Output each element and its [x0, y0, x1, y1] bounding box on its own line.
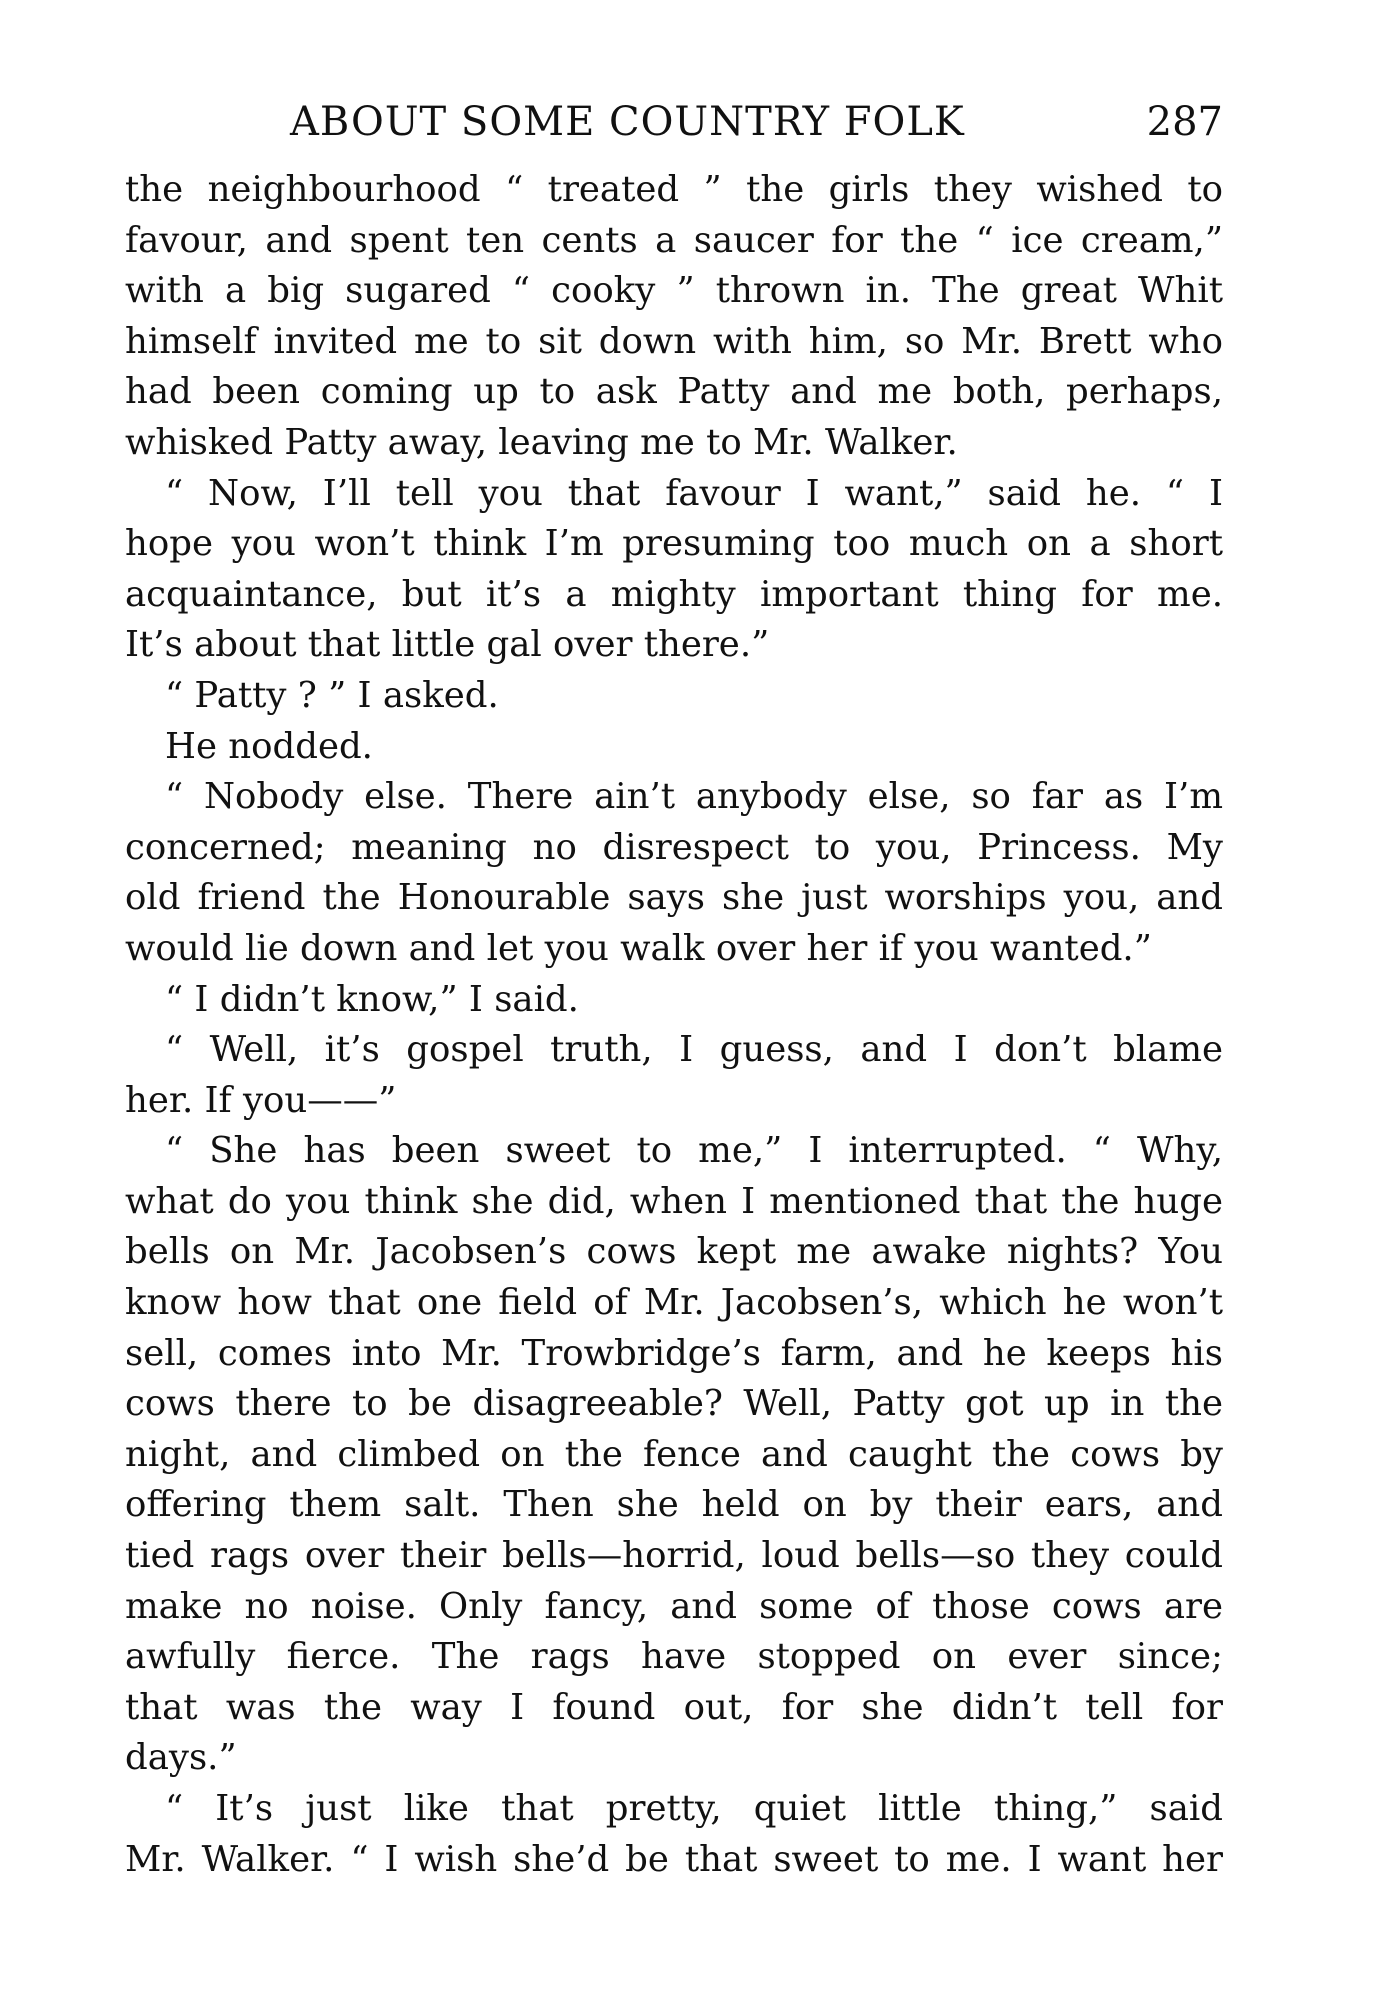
text-line: “ Patty ? ” I asked. — [165, 674, 499, 716]
text-line: “ I didn’t know,” I said. — [165, 978, 579, 1020]
text-line: “ She has been sweet to me,” I interrupted. “ Why, — [165, 1130, 1223, 1172]
text-line: hope you won’t think I’m presuming too much on a short — [125, 523, 1223, 565]
text-line: sell, comes into Mr. Trowbridge’s farm, and he keeps his — [125, 1332, 1223, 1374]
text-line: “ Now, I’ll tell you that favour I want,” said he. “ I — [165, 472, 1223, 514]
text-line: the neighbourhood “ treated ” the girls they wished to — [125, 169, 1223, 210]
body-text — [125, 165, 1223, 1885]
text-line: would lie down and let you walk over her if you wanted.” — [125, 927, 1152, 969]
text-line: He nodded. — [165, 725, 373, 767]
text-line: awfully fierce. The rags have stopped on ever since; — [125, 1636, 1223, 1678]
text-line: “ Well, it’s gospel truth, I guess, and I don’t blame — [165, 1029, 1223, 1071]
running-head: ABOUT SOME COUNTRY FOLK — [290, 99, 965, 145]
text-line: offering them salt. Then she held on by their ears, and — [125, 1484, 1223, 1526]
text-line: acquaintance, but it’s a mighty important thing for me. — [125, 573, 1223, 615]
text-line: It’s about that little gal over there.” — [125, 624, 770, 666]
page-number: 287 — [1146, 99, 1223, 145]
text-line: concerned; meaning no disrespect to you, Princess. My — [125, 826, 1223, 868]
text-line: days.” — [125, 1737, 237, 1779]
text-line: had been coming up to ask Patty and me both, perhaps, — [125, 371, 1223, 413]
text-line: “ Nobody else. There ain’t anybody else, so far as I’m — [165, 776, 1223, 818]
text-line: know how that one field of Mr. Jacobsen’s, which he won’t — [125, 1282, 1223, 1324]
text-line: make no noise. Only fancy, and some of those cows are — [125, 1585, 1223, 1627]
text-line: cows there to be disagreeable? Well, Patty got up in the — [125, 1383, 1223, 1425]
text-line: Mr. Walker. “ I wish she’d be that sweet to me. I want her — [125, 1838, 1223, 1880]
text-line: night, and climbed on the fence and caught the cows by — [125, 1433, 1223, 1475]
text-line: that was the way I found out, for she didn’t tell for — [125, 1686, 1223, 1728]
text-line: “ It’s just like that pretty, quiet little thing,” said — [165, 1788, 1223, 1829]
text-line: old friend the Honourable says she just worships you, and — [125, 877, 1223, 919]
text-line: himself invited me to sit down with him, so Mr. Brett who — [125, 320, 1223, 362]
text-line: her. If you——” — [125, 1079, 397, 1121]
page-header — [125, 92, 1223, 152]
text-line: with a big sugared “ cooky ” thrown in. The great Whit — [125, 270, 1223, 312]
text-line: tied rags over their bells—horrid, loud bells—so they could — [125, 1535, 1223, 1577]
text-line: whisked Patty away, leaving me to Mr. Walker. — [125, 421, 958, 463]
text-line: bells on Mr. Jacobsen’s cows kept me awake nights? You — [125, 1231, 1223, 1273]
text-line: what do you think she did, when I mentioned that the huge — [125, 1180, 1223, 1222]
text-line: favour, and spent ten cents a saucer for the “ ice cream,” — [125, 219, 1223, 261]
